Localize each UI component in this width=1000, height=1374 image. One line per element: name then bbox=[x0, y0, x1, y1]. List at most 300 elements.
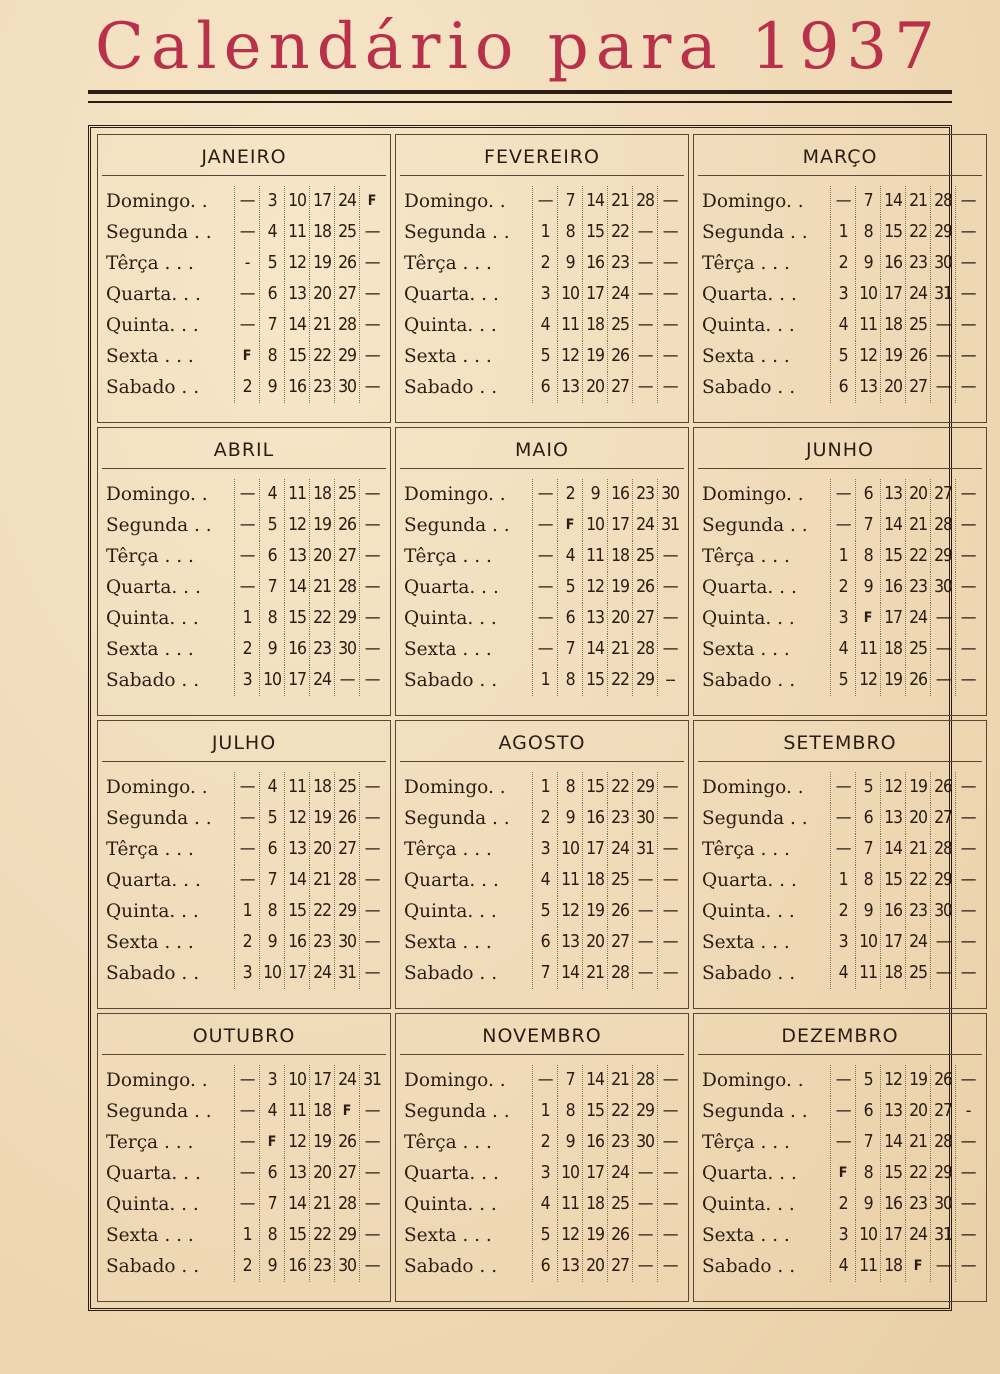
weekday-label: Quinta. . . bbox=[702, 1194, 795, 1215]
weekday-row bbox=[106, 248, 384, 279]
date-cell: 21 bbox=[309, 310, 334, 341]
date-cell: 20 bbox=[309, 279, 334, 310]
date-cell: — bbox=[359, 372, 384, 403]
date-cell: 26 bbox=[607, 341, 632, 372]
date-cell: 9 bbox=[557, 803, 582, 834]
weekday-label: Têrça . . . bbox=[106, 839, 194, 860]
date-cell: 22 bbox=[905, 541, 930, 572]
date-cell: 18 bbox=[309, 217, 334, 248]
date-cell: — bbox=[632, 1189, 657, 1220]
weekday-label: Sabado . . bbox=[106, 670, 200, 691]
date-cell: 5 bbox=[259, 803, 284, 834]
weekday-row bbox=[106, 1096, 384, 1127]
date-cell: 15 bbox=[284, 896, 309, 927]
weekday-label: Têrça . . . bbox=[106, 546, 194, 567]
date-cell: — bbox=[955, 541, 980, 572]
month-days bbox=[694, 762, 986, 1008]
weekday-row bbox=[702, 217, 980, 248]
month-abril bbox=[97, 427, 391, 716]
date-cell: - bbox=[955, 1096, 980, 1127]
date-cell: — bbox=[657, 865, 682, 896]
date-cell: — bbox=[632, 248, 657, 279]
weekday-label: Quinta. . . bbox=[404, 1194, 497, 1215]
date-cell: — bbox=[234, 1158, 259, 1189]
date-cell: 20 bbox=[582, 1251, 607, 1282]
date-cell: — bbox=[234, 541, 259, 572]
date-cell: 11 bbox=[557, 865, 582, 896]
weekday-label: Sabado . . bbox=[404, 377, 498, 398]
date-cell: 19 bbox=[309, 803, 334, 834]
weekday-row bbox=[404, 341, 682, 372]
date-cell: 19 bbox=[309, 510, 334, 541]
date-cell: 25 bbox=[632, 541, 657, 572]
date-cell: 17 bbox=[880, 603, 905, 634]
date-cell: 5 bbox=[557, 572, 582, 603]
date-cell: — bbox=[532, 1065, 557, 1096]
date-cell: — bbox=[830, 1096, 855, 1127]
date-cell: 21 bbox=[309, 865, 334, 896]
date-cell: — bbox=[955, 1065, 980, 1096]
date-cell: — bbox=[632, 310, 657, 341]
weekday-label: Domingo. . bbox=[702, 1070, 804, 1091]
date-cell: 18 bbox=[880, 958, 905, 989]
date-cell: 17 bbox=[309, 186, 334, 217]
date-cell: 30 bbox=[930, 1189, 955, 1220]
date-cell: 9 bbox=[855, 1189, 880, 1220]
date-cell: 7 bbox=[259, 865, 284, 896]
date-cell: 18 bbox=[880, 1251, 905, 1282]
weekday-row bbox=[106, 572, 384, 603]
date-cell: — bbox=[955, 479, 980, 510]
date-cell: — bbox=[830, 803, 855, 834]
date-cell: — bbox=[955, 217, 980, 248]
date-cell: 22 bbox=[309, 341, 334, 372]
date-cell: 25 bbox=[905, 634, 930, 665]
date-cell: — bbox=[955, 1251, 980, 1282]
date-cell: — bbox=[955, 1158, 980, 1189]
date-cell: 24 bbox=[905, 927, 930, 958]
date-cell: 8 bbox=[855, 1158, 880, 1189]
date-cell: 19 bbox=[309, 1127, 334, 1158]
weekday-label: Domingo. . bbox=[106, 191, 208, 212]
date-cell: 30 bbox=[930, 248, 955, 279]
date-cell: 2 bbox=[532, 803, 557, 834]
weekday-row bbox=[702, 803, 980, 834]
date-cell: — bbox=[359, 479, 384, 510]
date-cell: 29 bbox=[632, 665, 657, 696]
date-cell: 23 bbox=[309, 927, 334, 958]
month-days bbox=[98, 1055, 390, 1301]
holiday-mark: F bbox=[334, 1096, 359, 1127]
date-cell: 11 bbox=[284, 772, 309, 803]
date-cell: 9 bbox=[259, 634, 284, 665]
date-cell: — bbox=[234, 310, 259, 341]
weekday-row bbox=[404, 896, 682, 927]
weekday-row bbox=[702, 1189, 980, 1220]
weekday-row bbox=[106, 834, 384, 865]
date-cell: — bbox=[657, 279, 682, 310]
date-cell: 25 bbox=[905, 958, 930, 989]
weekday-row bbox=[702, 603, 980, 634]
month-days bbox=[396, 176, 688, 422]
date-cell: 24 bbox=[309, 958, 334, 989]
weekday-label: Quinta. . . bbox=[106, 1194, 199, 1215]
weekday-row bbox=[106, 217, 384, 248]
date-cell: — bbox=[955, 1220, 980, 1251]
date-cell: — bbox=[955, 665, 980, 696]
weekday-row bbox=[404, 958, 682, 989]
weekday-row bbox=[106, 341, 384, 372]
date-cell: 4 bbox=[830, 634, 855, 665]
holiday-mark: F bbox=[259, 1127, 284, 1158]
date-cell: 4 bbox=[532, 310, 557, 341]
date-cell: 2 bbox=[830, 572, 855, 603]
date-cell: — bbox=[657, 217, 682, 248]
weekday-label: Sabado . . bbox=[404, 1256, 498, 1277]
weekday-row bbox=[702, 572, 980, 603]
date-cell: 7 bbox=[259, 1189, 284, 1220]
date-cell: 16 bbox=[582, 1127, 607, 1158]
month-name: JULHO bbox=[102, 721, 386, 762]
date-cell: 16 bbox=[880, 248, 905, 279]
weekday-row bbox=[702, 834, 980, 865]
date-cell: 14 bbox=[880, 834, 905, 865]
date-cell: 8 bbox=[855, 217, 880, 248]
date-cell: — bbox=[632, 372, 657, 403]
date-cell: 2 bbox=[234, 372, 259, 403]
date-cell: 22 bbox=[309, 1220, 334, 1251]
date-cell: 31 bbox=[930, 279, 955, 310]
date-cell: 29 bbox=[930, 217, 955, 248]
date-cell: 10 bbox=[557, 834, 582, 865]
date-cell: 15 bbox=[880, 865, 905, 896]
date-cell: 13 bbox=[880, 1096, 905, 1127]
weekday-row bbox=[106, 510, 384, 541]
date-cell: — bbox=[955, 958, 980, 989]
date-cell: — bbox=[657, 248, 682, 279]
date-cell: 17 bbox=[582, 279, 607, 310]
date-cell: 2 bbox=[234, 634, 259, 665]
date-cell: — bbox=[359, 865, 384, 896]
weekday-row bbox=[106, 479, 384, 510]
date-cell: 9 bbox=[855, 572, 880, 603]
date-cell: 28 bbox=[930, 1127, 955, 1158]
date-cell: 29 bbox=[930, 1158, 955, 1189]
date-cell: — bbox=[657, 1158, 682, 1189]
date-cell: 25 bbox=[905, 310, 930, 341]
date-cell: — bbox=[359, 803, 384, 834]
date-cell: 10 bbox=[259, 665, 284, 696]
date-cell: 7 bbox=[855, 510, 880, 541]
date-cell: 23 bbox=[632, 479, 657, 510]
date-cell: 19 bbox=[582, 1220, 607, 1251]
weekday-row bbox=[404, 186, 682, 217]
date-cell: 9 bbox=[557, 1127, 582, 1158]
date-cell: — bbox=[234, 572, 259, 603]
date-cell: 22 bbox=[607, 217, 632, 248]
date-cell: 11 bbox=[557, 310, 582, 341]
date-cell: — bbox=[359, 958, 384, 989]
weekday-row bbox=[702, 1220, 980, 1251]
date-cell: 11 bbox=[557, 1189, 582, 1220]
date-cell: 11 bbox=[284, 217, 309, 248]
date-cell: 23 bbox=[309, 634, 334, 665]
date-cell: 6 bbox=[855, 803, 880, 834]
weekday-row bbox=[404, 665, 682, 696]
weekday-row bbox=[404, 279, 682, 310]
date-cell: 15 bbox=[880, 1158, 905, 1189]
date-cell: 29 bbox=[334, 603, 359, 634]
date-cell: 28 bbox=[930, 834, 955, 865]
date-cell: 26 bbox=[632, 572, 657, 603]
date-cell: 12 bbox=[880, 772, 905, 803]
month-name: OUTUBRO bbox=[102, 1014, 386, 1055]
date-cell: 28 bbox=[632, 1065, 657, 1096]
month-name: ABRIL bbox=[102, 428, 386, 469]
date-cell: 17 bbox=[309, 1065, 334, 1096]
date-cell: — bbox=[359, 279, 384, 310]
date-cell: 3 bbox=[532, 834, 557, 865]
date-cell: 17 bbox=[582, 1158, 607, 1189]
weekday-row bbox=[702, 772, 980, 803]
weekday-label: Têrça . . . bbox=[404, 546, 492, 567]
date-cell: 29 bbox=[930, 865, 955, 896]
weekday-row bbox=[702, 372, 980, 403]
date-cell: — bbox=[234, 1096, 259, 1127]
date-cell: 24 bbox=[607, 279, 632, 310]
date-cell: 10 bbox=[284, 1065, 309, 1096]
weekday-label: Sexta . . . bbox=[106, 1225, 194, 1246]
date-cell: — bbox=[657, 927, 682, 958]
date-cell: 13 bbox=[284, 1158, 309, 1189]
date-cell: 16 bbox=[582, 803, 607, 834]
weekday-label: Quarta. . . bbox=[106, 870, 201, 891]
weekday-row bbox=[702, 665, 980, 696]
holiday-mark: F bbox=[557, 510, 582, 541]
date-cell: 3 bbox=[234, 665, 259, 696]
date-cell: — bbox=[234, 1127, 259, 1158]
date-cell: 11 bbox=[582, 541, 607, 572]
weekday-label: Segunda . . bbox=[702, 222, 808, 243]
date-cell: 28 bbox=[632, 186, 657, 217]
date-cell: — bbox=[657, 1251, 682, 1282]
weekday-label: Segunda . . bbox=[404, 808, 510, 829]
date-cell: — bbox=[657, 896, 682, 927]
date-cell: 9 bbox=[582, 479, 607, 510]
date-cell: — bbox=[657, 634, 682, 665]
date-cell: — bbox=[930, 310, 955, 341]
weekday-label: Têrça . . . bbox=[404, 253, 492, 274]
weekday-label: Quarta. . . bbox=[404, 870, 499, 891]
date-cell: — bbox=[359, 341, 384, 372]
date-cell: 13 bbox=[855, 372, 880, 403]
date-cell: 21 bbox=[905, 1127, 930, 1158]
weekday-label: Segunda . . bbox=[106, 808, 212, 829]
date-cell: 15 bbox=[284, 603, 309, 634]
month-name: MAIO bbox=[400, 428, 684, 469]
weekday-label: Domingo. . bbox=[404, 484, 506, 505]
date-cell: — bbox=[930, 372, 955, 403]
date-cell: 10 bbox=[259, 958, 284, 989]
date-cell: — bbox=[830, 479, 855, 510]
date-cell: 14 bbox=[582, 1065, 607, 1096]
weekday-row bbox=[106, 1220, 384, 1251]
date-cell: 28 bbox=[607, 958, 632, 989]
weekday-label: Segunda . . bbox=[702, 1101, 808, 1122]
date-cell: 14 bbox=[284, 1189, 309, 1220]
date-cell: 12 bbox=[880, 1065, 905, 1096]
date-cell: 6 bbox=[830, 372, 855, 403]
weekday-row bbox=[404, 372, 682, 403]
date-cell: 18 bbox=[309, 479, 334, 510]
date-cell: 8 bbox=[557, 772, 582, 803]
date-cell: 24 bbox=[334, 186, 359, 217]
date-cell: 19 bbox=[582, 341, 607, 372]
date-cell: — bbox=[930, 634, 955, 665]
weekday-label: Domingo. . bbox=[702, 777, 804, 798]
month-setembro bbox=[693, 720, 987, 1009]
date-cell: 20 bbox=[905, 479, 930, 510]
date-cell: — bbox=[955, 341, 980, 372]
date-cell: — bbox=[359, 1220, 384, 1251]
date-cell: 24 bbox=[334, 1065, 359, 1096]
date-cell: — bbox=[359, 310, 384, 341]
weekday-row bbox=[106, 927, 384, 958]
date-cell: 16 bbox=[880, 896, 905, 927]
date-cell: 30 bbox=[632, 803, 657, 834]
date-cell: 3 bbox=[259, 186, 284, 217]
date-cell: — bbox=[359, 1158, 384, 1189]
weekday-label: Sexta . . . bbox=[404, 932, 492, 953]
date-cell: — bbox=[359, 1251, 384, 1282]
weekday-label: Sexta . . . bbox=[404, 346, 492, 367]
date-cell: 11 bbox=[855, 634, 880, 665]
date-cell: — bbox=[657, 603, 682, 634]
date-cell: 26 bbox=[930, 772, 955, 803]
weekday-row bbox=[106, 665, 384, 696]
date-cell: — bbox=[930, 927, 955, 958]
weekday-label: Segunda . . bbox=[404, 1101, 510, 1122]
weekday-row bbox=[702, 341, 980, 372]
date-cell: — bbox=[359, 772, 384, 803]
date-cell: — bbox=[359, 217, 384, 248]
date-cell: -- bbox=[657, 665, 682, 696]
weekday-label: Têrça . . . bbox=[106, 253, 194, 274]
date-cell: 12 bbox=[284, 510, 309, 541]
page-title: Calendário para 1937 bbox=[95, 10, 942, 84]
date-cell: — bbox=[657, 1127, 682, 1158]
date-cell: 2 bbox=[830, 248, 855, 279]
date-cell: — bbox=[657, 834, 682, 865]
month-name: FEVEREIRO bbox=[400, 135, 684, 176]
weekday-label: Sabado . . bbox=[702, 963, 796, 984]
date-cell: — bbox=[955, 803, 980, 834]
weekday-label: Quinta. . . bbox=[404, 901, 497, 922]
weekday-row bbox=[702, 1065, 980, 1096]
date-cell: 11 bbox=[855, 1251, 880, 1282]
date-cell: — bbox=[632, 1220, 657, 1251]
weekday-label: Domingo. . bbox=[106, 484, 208, 505]
date-cell: 12 bbox=[855, 665, 880, 696]
date-cell: — bbox=[532, 186, 557, 217]
date-cell: 1 bbox=[830, 865, 855, 896]
date-cell: — bbox=[657, 372, 682, 403]
weekday-label: Domingo. . bbox=[106, 1070, 208, 1091]
date-cell: — bbox=[632, 217, 657, 248]
date-cell: — bbox=[359, 896, 384, 927]
date-cell: — bbox=[955, 634, 980, 665]
date-cell: 7 bbox=[557, 634, 582, 665]
weekday-label: Sabado . . bbox=[702, 670, 796, 691]
date-cell: 14 bbox=[557, 958, 582, 989]
date-cell: 20 bbox=[607, 603, 632, 634]
month-janeiro bbox=[97, 134, 391, 423]
date-cell: 21 bbox=[309, 1189, 334, 1220]
weekday-label: Têrça . . . bbox=[404, 1132, 492, 1153]
date-cell: 8 bbox=[855, 541, 880, 572]
date-cell: 17 bbox=[284, 958, 309, 989]
date-cell: 31 bbox=[632, 834, 657, 865]
date-cell: 9 bbox=[259, 372, 284, 403]
weekday-row bbox=[106, 279, 384, 310]
weekday-label: Têrça . . . bbox=[404, 839, 492, 860]
date-cell: 5 bbox=[532, 1220, 557, 1251]
date-cell: 23 bbox=[905, 248, 930, 279]
date-cell: 22 bbox=[607, 1096, 632, 1127]
date-cell: 23 bbox=[905, 896, 930, 927]
weekday-row bbox=[702, 1096, 980, 1127]
date-cell: — bbox=[359, 248, 384, 279]
date-cell: 24 bbox=[905, 603, 930, 634]
weekday-row bbox=[702, 1127, 980, 1158]
date-cell: — bbox=[532, 572, 557, 603]
date-cell: 24 bbox=[632, 510, 657, 541]
title-rule-thin bbox=[88, 101, 952, 103]
date-cell: 1 bbox=[532, 772, 557, 803]
date-cell: 26 bbox=[334, 1127, 359, 1158]
date-cell: 6 bbox=[259, 834, 284, 865]
month-julho bbox=[97, 720, 391, 1009]
weekday-label: Sexta . . . bbox=[106, 346, 194, 367]
date-cell: 28 bbox=[334, 310, 359, 341]
weekday-row bbox=[106, 186, 384, 217]
weekday-label: Quinta. . . bbox=[404, 608, 497, 629]
date-cell: — bbox=[955, 248, 980, 279]
date-cell: 30 bbox=[657, 479, 682, 510]
weekday-row bbox=[404, 479, 682, 510]
weekday-label: Quinta. . . bbox=[702, 901, 795, 922]
date-cell: 25 bbox=[334, 217, 359, 248]
month-days bbox=[694, 1055, 986, 1301]
holiday-mark: F bbox=[234, 341, 259, 372]
date-cell: 16 bbox=[284, 372, 309, 403]
date-cell: — bbox=[632, 1251, 657, 1282]
date-cell: — bbox=[930, 1251, 955, 1282]
weekday-label: Sexta . . . bbox=[404, 639, 492, 660]
weekday-label: Domingo. . bbox=[404, 1070, 506, 1091]
weekday-row bbox=[106, 310, 384, 341]
date-cell: 3 bbox=[532, 1158, 557, 1189]
date-cell: 12 bbox=[284, 1127, 309, 1158]
weekday-label: Sexta . . . bbox=[702, 1225, 790, 1246]
weekday-label: Quarta. . . bbox=[106, 284, 201, 305]
date-cell: 3 bbox=[830, 927, 855, 958]
weekday-row bbox=[702, 310, 980, 341]
weekday-row bbox=[404, 1220, 682, 1251]
date-cell: 12 bbox=[557, 896, 582, 927]
date-cell: 17 bbox=[284, 665, 309, 696]
date-cell: 8 bbox=[557, 1096, 582, 1127]
